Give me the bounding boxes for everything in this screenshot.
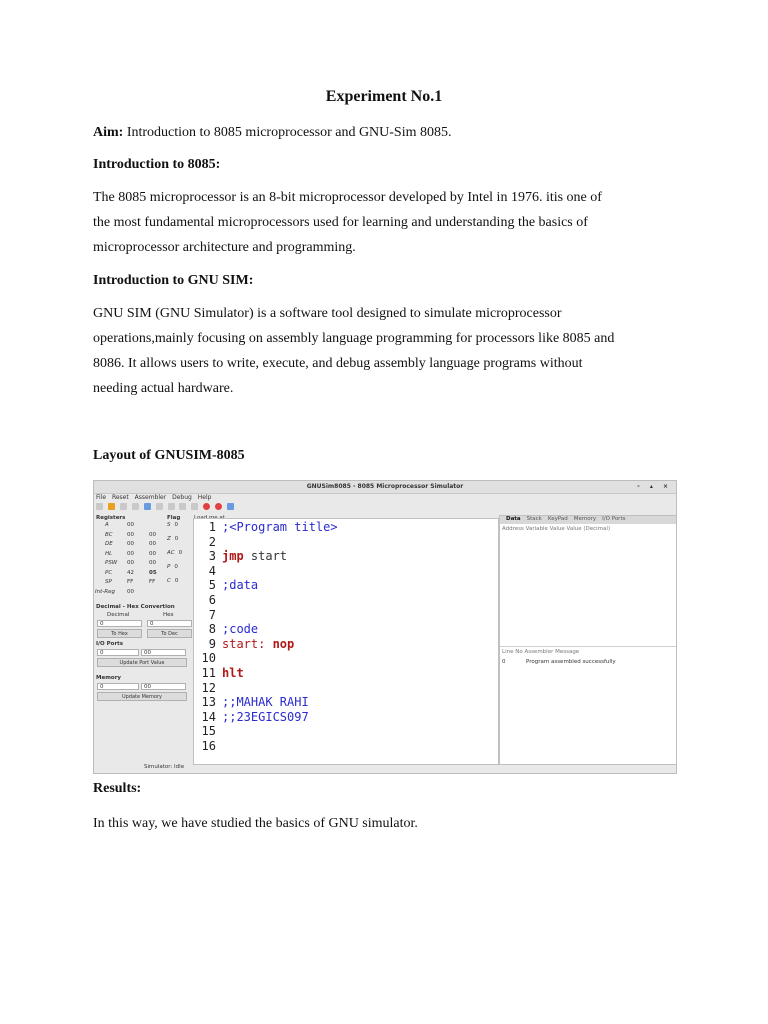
breakpoint-icon[interactable] <box>203 503 210 510</box>
aim-label: Aim: <box>93 125 124 140</box>
code-keyword: jmp <box>222 549 244 564</box>
message-headers: Line No Assembler Message <box>502 649 580 655</box>
flag-row <box>167 550 191 564</box>
code-text <box>222 578 258 592</box>
flag-value: 0 <box>174 536 179 542</box>
step-out-icon[interactable] <box>191 503 198 510</box>
status-bar: Simulator: Idle <box>144 764 185 770</box>
intro-gnusim-line: GNU SIM (GNU Simulator) is a software tool designed to simulate microprocessor <box>93 306 562 321</box>
code-text <box>222 710 309 724</box>
to-dec-button[interactable]: To Dec <box>147 629 192 638</box>
decimal-input[interactable]: 0 <box>97 620 142 627</box>
save-icon[interactable] <box>120 503 127 510</box>
step-over-icon[interactable] <box>179 503 186 510</box>
update-memory-button[interactable]: Update Memory <box>97 692 187 701</box>
save-as-icon[interactable] <box>132 503 139 510</box>
register-value-high: 42 <box>127 569 134 576</box>
register-name: BC <box>105 531 113 538</box>
window-title-bar <box>94 481 676 494</box>
register-row <box>97 560 167 570</box>
io-port-select[interactable]: 0 <box>97 649 139 656</box>
register-row <box>97 570 167 580</box>
register-value-low: 00 <box>149 531 156 538</box>
menu-reset[interactable]: Reset <box>111 494 129 501</box>
data-table-headers: Address Variable Value Value (Decimal) <box>502 526 611 532</box>
line-number: 11 <box>201 666 216 680</box>
intro-8085-line: the most fundamental microprocessors used for learning and understanding the basics of <box>93 215 588 230</box>
register-name: Int-Reg <box>95 588 115 595</box>
registers-table <box>97 522 167 598</box>
code-content: ;;23EGICS097 <box>222 709 309 724</box>
new-file-icon[interactable] <box>96 503 103 510</box>
code-text <box>222 695 309 709</box>
register-row <box>97 579 167 589</box>
window-controls[interactable]: - ▴ × <box>637 483 672 490</box>
register-name: HL <box>105 550 113 557</box>
flags-table <box>167 522 191 592</box>
register-name: DE <box>105 541 113 547</box>
flag-label: Flag <box>167 515 181 521</box>
menu-file[interactable]: File <box>96 494 107 501</box>
menu-debug[interactable]: Debug <box>172 494 192 501</box>
code-editor[interactable] <box>193 518 499 765</box>
code-keyword: hlt <box>222 666 244 680</box>
message-text: Program assembled successfully <box>526 659 616 665</box>
hex-input[interactable]: 0 <box>147 620 192 627</box>
open-file-icon[interactable] <box>108 503 115 510</box>
conversion-label: Decimal - Hex Convertion <box>96 604 175 610</box>
update-port-value-button[interactable]: Update Port Value <box>97 658 187 667</box>
register-value-high: 00 <box>127 522 134 528</box>
register-value-low: FF <box>149 579 156 585</box>
flag-name: AC <box>167 550 175 556</box>
intro-8085-line: microprocessor architecture and programming. <box>93 240 356 255</box>
line-number: 14 <box>201 709 216 724</box>
gnusim-screenshot <box>93 480 677 774</box>
register-value-low: 05 <box>149 569 157 576</box>
flag-row <box>167 578 191 592</box>
to-hex-button[interactable]: To Hex <box>97 629 142 638</box>
message-line-no: 0 <box>502 659 506 665</box>
stop-icon[interactable] <box>227 503 234 510</box>
memory-value-input[interactable]: 00 <box>141 683 186 690</box>
flag-row <box>167 536 191 550</box>
assemble-icon[interactable] <box>144 503 151 510</box>
right-panel <box>499 515 677 765</box>
left-panel <box>95 514 192 762</box>
register-name: A <box>105 522 109 528</box>
register-row <box>97 589 167 599</box>
menu-bar <box>96 494 215 501</box>
line-number: 3 <box>208 549 216 564</box>
right-tabs <box>500 516 676 524</box>
clear-breakpoints-icon[interactable] <box>215 503 222 510</box>
line-number: 8 <box>208 622 216 637</box>
io-port-value-input[interactable]: 00 <box>141 649 186 656</box>
intro-gnusim-paragraph <box>93 301 683 401</box>
flag-value: 0 <box>174 522 178 528</box>
assembler-messages <box>500 646 676 764</box>
intro-gnusim-heading: Introduction to GNU SIM: <box>93 273 254 288</box>
flag-name: C <box>167 578 171 584</box>
code-content: start <box>243 549 288 564</box>
line-number: 9 <box>208 636 216 651</box>
aim-text: Introduction to 8085 microprocessor and GNU-Sim 8085. <box>123 125 452 140</box>
tab-stack[interactable]: Stack <box>526 516 542 522</box>
intro-gnusim-line: operations,mainly focusing on assembly language programming for processors like 8085 and <box>93 331 615 346</box>
code-text <box>222 622 258 636</box>
tab-i-o-ports[interactable]: I/O Ports <box>602 516 626 522</box>
flag-row <box>167 564 191 578</box>
tab-memory[interactable]: Memory <box>573 516 597 522</box>
flag-name: P <box>167 564 171 570</box>
register-row <box>97 522 167 532</box>
register-value-low: 00 <box>149 550 156 557</box>
register-name: SP <box>105 579 112 585</box>
intro-8085-paragraph <box>93 185 683 260</box>
register-name: PC <box>105 569 113 576</box>
memory-label: Memory <box>96 675 122 681</box>
code-content: ;;MAHAK RAHI <box>222 695 309 710</box>
line-number: 12 <box>201 680 216 695</box>
line-number: 6 <box>208 593 216 607</box>
line-number: 10 <box>201 651 216 666</box>
code-text <box>222 666 244 680</box>
page-title: Experiment No.1 <box>325 88 443 105</box>
layout-heading: Layout of GNUSIM-8085 <box>93 448 245 463</box>
code-content: ;data <box>222 578 259 593</box>
execute-icon[interactable] <box>156 503 163 510</box>
line-number: 16 <box>201 739 216 753</box>
register-value-low: 00 <box>149 541 156 547</box>
flag-value: 0 <box>174 578 179 584</box>
register-row <box>97 541 167 551</box>
code-text <box>222 549 287 563</box>
register-value-low: 00 <box>149 560 156 566</box>
registers-label: Registers <box>96 515 126 521</box>
results-heading: Results: <box>93 781 142 796</box>
hex-label: Hex <box>163 612 174 618</box>
line-number: 15 <box>201 724 216 739</box>
code-text <box>222 520 338 534</box>
flag-name: S <box>167 522 171 528</box>
line-number: 13 <box>201 695 216 710</box>
line-number: 2 <box>208 534 216 549</box>
code-content: ;code <box>222 622 259 637</box>
register-value-high: 00 <box>127 541 134 547</box>
flag-value: 0 <box>178 550 183 556</box>
menu-help[interactable]: Help <box>197 494 212 501</box>
register-name: PSW <box>105 560 118 566</box>
flag-value: 0 <box>174 564 178 570</box>
line-number: 4 <box>208 563 216 578</box>
aim-paragraph <box>93 120 683 145</box>
code-text <box>222 637 294 651</box>
register-row <box>97 551 167 561</box>
results-text: In this way, we have studied the basics of GNU simulator. <box>93 816 418 831</box>
register-value-high: 00 <box>127 531 134 538</box>
decimal-label: Decimal <box>107 612 130 618</box>
register-value-high: FF <box>127 579 134 585</box>
flag-row <box>167 522 191 536</box>
intro-8085-line: The 8085 microprocessor is an 8-bit microprocessor developed by Intel in 1976. itis one of <box>93 190 602 205</box>
code-keyword: nop <box>265 636 295 651</box>
flag-name: Z <box>167 536 171 542</box>
code-content: ;<Program title> <box>222 520 338 534</box>
intro-8085-heading: Introduction to 8085: <box>93 157 221 172</box>
tab-keypad[interactable]: KeyPad <box>547 516 568 522</box>
line-number: 5 <box>208 578 216 593</box>
register-value-high: 00 <box>127 588 134 595</box>
memory-address-select[interactable]: 0 <box>97 683 139 690</box>
line-number: 1 <box>208 520 216 534</box>
menu-assembler[interactable]: Assembler <box>134 494 167 501</box>
register-value-high: 00 <box>127 560 134 566</box>
code-label: start: <box>222 636 266 651</box>
io-ports-label: I/O Ports <box>96 641 124 647</box>
window-title: GNUSim8085 - 8085 Microprocessor Simulator <box>306 483 464 490</box>
toolbar <box>96 503 237 513</box>
line-number: 7 <box>208 607 216 622</box>
intro-gnusim-line: needing actual hardware. <box>93 381 234 396</box>
register-value-high: 00 <box>127 550 134 557</box>
intro-gnusim-line: 8086. It allows users to write, execute, and debug assembly language programs without <box>93 356 583 371</box>
tab-data[interactable]: Data <box>506 516 521 522</box>
register-row <box>97 532 167 542</box>
step-in-icon[interactable] <box>168 503 175 510</box>
